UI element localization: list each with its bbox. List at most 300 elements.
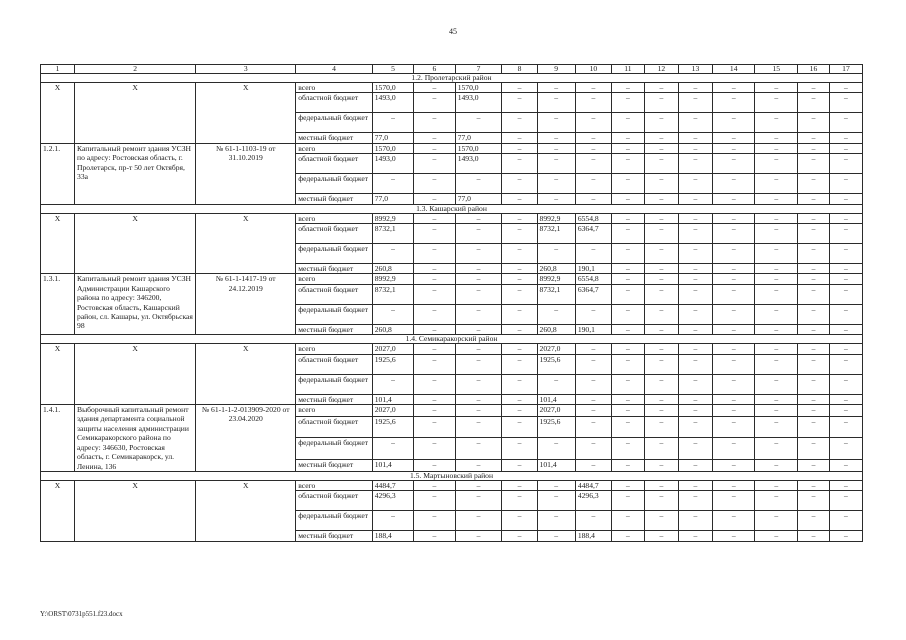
- budget-value-cell: –: [611, 93, 644, 113]
- budget-value-cell: –: [575, 304, 611, 324]
- budget-value-cell: –: [798, 213, 830, 223]
- budget-value-cell: –: [755, 244, 798, 264]
- budget-value-cell: –: [798, 438, 830, 460]
- budget-value-cell: –: [829, 511, 862, 531]
- budget-value-cell: 8732,1: [372, 224, 413, 244]
- budget-value-cell: –: [644, 304, 678, 324]
- budget-value-cell: –: [537, 438, 575, 460]
- budget-value-cell: –: [798, 531, 830, 541]
- budget-value-cell: –: [502, 531, 537, 541]
- budget-value-cell: –: [829, 354, 862, 374]
- budget-value-cell: –: [829, 304, 862, 324]
- budget-value-cell: 1493,0: [372, 154, 413, 174]
- budget-value-cell: –: [755, 480, 798, 490]
- object-name-cell: Выборочный капитальный ремонт здания департамента социальной защиты населения администрации Семикаракорского района по адресу: 346630, Ростовская область, г. Семикаракорск, ул. Ленина, 136: [75, 405, 196, 472]
- budget-value-cell: –: [644, 394, 678, 404]
- budget-value-cell: –: [755, 113, 798, 133]
- budget-value-cell: 101,4: [372, 460, 413, 471]
- budget-value-cell: –: [712, 213, 755, 223]
- section-header-row: [41, 204, 863, 213]
- funding-source-label: федеральный бюджет: [296, 113, 373, 133]
- budget-value-cell: –: [755, 416, 798, 438]
- budget-value-cell: –: [678, 405, 712, 416]
- footer-file-path: Y:\ORST\0731p551.f23.docx: [40, 610, 123, 618]
- budget-value-cell: –: [455, 405, 502, 416]
- budget-value-cell: –: [712, 438, 755, 460]
- budget-value-cell: –: [755, 154, 798, 174]
- budget-value-cell: –: [611, 224, 644, 244]
- budget-value-cell: 77,0: [455, 133, 502, 143]
- funding-source-label: всего: [296, 344, 373, 354]
- column-number-17: 17: [829, 65, 862, 74]
- budget-value-cell: 4484,7: [372, 480, 413, 490]
- budget-value-cell: –: [644, 93, 678, 113]
- object-row: [41, 405, 863, 416]
- budget-value-cell: –: [502, 213, 537, 223]
- budget-value-cell: –: [755, 531, 798, 541]
- budget-value-cell: –: [678, 264, 712, 274]
- budget-value-cell: –: [537, 83, 575, 93]
- budget-value-cell: –: [611, 154, 644, 174]
- budget-value-cell: –: [502, 133, 537, 143]
- budget-table-wrapper: [40, 64, 863, 542]
- budget-value-cell: –: [502, 491, 537, 511]
- funding-source-label: областной бюджет: [296, 354, 373, 374]
- budget-value-cell: –: [712, 154, 755, 174]
- budget-value-cell: –: [829, 264, 862, 274]
- budget-value-cell: –: [502, 143, 537, 153]
- budget-value-cell: –: [455, 354, 502, 374]
- budget-value-cell: –: [678, 374, 712, 394]
- budget-value-cell: –: [798, 511, 830, 531]
- budget-value-cell: –: [502, 244, 537, 264]
- budget-value-cell: –: [414, 344, 455, 354]
- budget-value-cell: –: [678, 174, 712, 194]
- budget-value-cell: –: [414, 491, 455, 511]
- budget-value-cell: –: [755, 274, 798, 284]
- budget-value-cell: –: [575, 194, 611, 204]
- budget-value-cell: –: [798, 304, 830, 324]
- budget-value-cell: –: [798, 344, 830, 354]
- budget-value-cell: –: [502, 93, 537, 113]
- budget-value-cell: –: [678, 491, 712, 511]
- budget-value-cell: 77,0: [372, 194, 413, 204]
- budget-value-cell: –: [414, 531, 455, 541]
- budget-value-cell: –: [712, 480, 755, 490]
- budget-value-cell: –: [455, 304, 502, 324]
- budget-value-cell: 8992,9: [372, 213, 413, 223]
- budget-value-cell: –: [611, 531, 644, 541]
- budget-value-cell: –: [575, 416, 611, 438]
- budget-value-cell: –: [829, 284, 862, 304]
- budget-value-cell: –: [455, 113, 502, 133]
- budget-value-cell: –: [372, 244, 413, 264]
- budget-value-cell: –: [829, 416, 862, 438]
- budget-value-cell: –: [502, 83, 537, 93]
- budget-value-cell: –: [414, 274, 455, 284]
- budget-value-cell: –: [712, 354, 755, 374]
- column-number-9: 9: [537, 65, 575, 74]
- budget-value-cell: –: [537, 491, 575, 511]
- budget-value-cell: –: [678, 133, 712, 143]
- budget-value-cell: –: [644, 213, 678, 223]
- section-total-row: [41, 344, 863, 354]
- budget-value-cell: –: [798, 93, 830, 113]
- budget-value-cell: –: [644, 133, 678, 143]
- budget-value-cell: –: [575, 143, 611, 153]
- budget-value-cell: –: [414, 324, 455, 334]
- budget-value-cell: –: [611, 511, 644, 531]
- budget-value-cell: –: [644, 324, 678, 334]
- budget-value-cell: –: [611, 133, 644, 143]
- budget-value-cell: –: [455, 244, 502, 264]
- budget-value-cell: –: [372, 304, 413, 324]
- budget-value-cell: –: [414, 93, 455, 113]
- budget-value-cell: –: [755, 394, 798, 404]
- budget-value-cell: –: [611, 344, 644, 354]
- funding-source-label: местный бюджет: [296, 394, 373, 404]
- budget-value-cell: –: [798, 264, 830, 274]
- object-name-cell: Х: [75, 213, 196, 274]
- budget-value-cell: –: [537, 143, 575, 153]
- budget-value-cell: –: [414, 304, 455, 324]
- budget-value-cell: –: [502, 416, 537, 438]
- expertise-doc-cell: Х: [196, 344, 296, 405]
- budget-value-cell: –: [829, 438, 862, 460]
- budget-value-cell: –: [798, 405, 830, 416]
- budget-value-cell: –: [414, 213, 455, 223]
- budget-value-cell: –: [455, 438, 502, 460]
- budget-value-cell: 101,4: [372, 394, 413, 404]
- budget-value-cell: –: [502, 194, 537, 204]
- budget-value-cell: –: [537, 480, 575, 490]
- budget-value-cell: –: [829, 344, 862, 354]
- column-number-4: 4: [296, 65, 373, 74]
- budget-value-cell: –: [678, 304, 712, 324]
- section-title: 1.5. Мартыновский район: [41, 471, 863, 480]
- budget-value-cell: –: [712, 405, 755, 416]
- budget-value-cell: –: [712, 194, 755, 204]
- column-number-7: 7: [455, 65, 502, 74]
- budget-value-cell: –: [611, 304, 644, 324]
- budget-value-cell: –: [712, 374, 755, 394]
- budget-value-cell: –: [611, 324, 644, 334]
- budget-value-cell: –: [414, 224, 455, 244]
- funding-source-label: всего: [296, 405, 373, 416]
- budget-value-cell: –: [414, 244, 455, 264]
- funding-source-label: всего: [296, 480, 373, 490]
- budget-value-cell: 260,8: [372, 324, 413, 334]
- budget-value-cell: –: [502, 324, 537, 334]
- funding-source-label: всего: [296, 274, 373, 284]
- page-number: 45: [449, 27, 457, 36]
- funding-source-label: областной бюджет: [296, 284, 373, 304]
- budget-value-cell: –: [414, 284, 455, 304]
- budget-value-cell: –: [678, 324, 712, 334]
- funding-source-label: местный бюджет: [296, 133, 373, 143]
- budget-value-cell: –: [712, 416, 755, 438]
- budget-value-cell: –: [455, 264, 502, 274]
- item-number-cell: Х: [41, 213, 75, 274]
- budget-value-cell: –: [712, 460, 755, 471]
- budget-value-cell: –: [502, 374, 537, 394]
- budget-value-cell: –: [575, 405, 611, 416]
- budget-value-cell: –: [502, 405, 537, 416]
- budget-value-cell: –: [798, 154, 830, 174]
- budget-value-cell: –: [755, 284, 798, 304]
- budget-value-cell: –: [755, 174, 798, 194]
- budget-value-cell: –: [755, 304, 798, 324]
- budget-value-cell: –: [712, 264, 755, 274]
- budget-value-cell: –: [712, 274, 755, 284]
- budget-value-cell: –: [644, 194, 678, 204]
- budget-value-cell: –: [414, 416, 455, 438]
- budget-value-cell: 8992,9: [537, 213, 575, 223]
- budget-value-cell: –: [798, 374, 830, 394]
- budget-value-cell: 2027,0: [537, 405, 575, 416]
- budget-value-cell: –: [829, 491, 862, 511]
- budget-value-cell: –: [414, 83, 455, 93]
- budget-value-cell: –: [712, 224, 755, 244]
- budget-value-cell: –: [798, 143, 830, 153]
- budget-value-cell: –: [502, 480, 537, 490]
- budget-value-cell: –: [829, 374, 862, 394]
- budget-value-cell: –: [712, 394, 755, 404]
- budget-value-cell: –: [829, 213, 862, 223]
- budget-value-cell: –: [798, 284, 830, 304]
- budget-value-cell: 1925,6: [537, 416, 575, 438]
- budget-value-cell: –: [611, 244, 644, 264]
- budget-value-cell: –: [678, 113, 712, 133]
- budget-value-cell: –: [678, 416, 712, 438]
- budget-value-cell: –: [502, 511, 537, 531]
- budget-value-cell: –: [755, 83, 798, 93]
- budget-value-cell: –: [755, 324, 798, 334]
- budget-value-cell: –: [755, 133, 798, 143]
- budget-value-cell: –: [712, 174, 755, 194]
- budget-value-cell: –: [678, 194, 712, 204]
- budget-value-cell: –: [414, 113, 455, 133]
- budget-value-cell: –: [755, 438, 798, 460]
- budget-value-cell: –: [537, 133, 575, 143]
- budget-value-cell: –: [537, 154, 575, 174]
- object-row: [41, 143, 863, 153]
- object-name-cell: Х: [75, 480, 196, 541]
- budget-value-cell: –: [455, 460, 502, 471]
- column-number-11: 11: [611, 65, 644, 74]
- budget-value-cell: –: [414, 174, 455, 194]
- budget-value-cell: –: [644, 284, 678, 304]
- item-number-cell: 1.4.1.: [41, 405, 75, 472]
- budget-value-cell: –: [712, 284, 755, 304]
- budget-value-cell: –: [678, 511, 712, 531]
- budget-value-cell: –: [829, 194, 862, 204]
- column-number-10: 10: [575, 65, 611, 74]
- budget-value-cell: –: [798, 324, 830, 334]
- budget-value-cell: –: [611, 416, 644, 438]
- budget-value-cell: –: [829, 143, 862, 153]
- section-total-row: [41, 83, 863, 93]
- budget-value-cell: –: [502, 460, 537, 471]
- section-title: 1.3. Кашарский район: [41, 204, 863, 213]
- column-number-16: 16: [798, 65, 830, 74]
- budget-value-cell: 77,0: [455, 194, 502, 204]
- budget-value-cell: –: [678, 344, 712, 354]
- budget-value-cell: –: [611, 83, 644, 93]
- budget-value-cell: 8992,9: [372, 274, 413, 284]
- budget-value-cell: –: [575, 394, 611, 404]
- budget-value-cell: 260,8: [537, 324, 575, 334]
- budget-value-cell: –: [678, 224, 712, 244]
- budget-value-cell: –: [829, 460, 862, 471]
- budget-value-cell: –: [644, 354, 678, 374]
- budget-value-cell: –: [502, 284, 537, 304]
- budget-value-cell: –: [414, 460, 455, 471]
- budget-value-cell: –: [414, 264, 455, 274]
- budget-value-cell: –: [678, 284, 712, 304]
- expertise-doc-cell: № 61-1-1417-19 от 24.12.2019: [196, 274, 296, 335]
- funding-source-label: местный бюджет: [296, 324, 373, 334]
- budget-value-cell: –: [575, 344, 611, 354]
- section-title: 1.4. Семикаракорский район: [41, 335, 863, 344]
- budget-value-cell: –: [455, 284, 502, 304]
- budget-value-cell: 1570,0: [372, 143, 413, 153]
- budget-value-cell: 260,8: [537, 264, 575, 274]
- budget-value-cell: –: [611, 194, 644, 204]
- budget-value-cell: –: [611, 174, 644, 194]
- budget-value-cell: –: [611, 394, 644, 404]
- budget-value-cell: –: [575, 154, 611, 174]
- budget-table: [40, 64, 863, 542]
- budget-value-cell: –: [712, 304, 755, 324]
- budget-value-cell: –: [829, 244, 862, 264]
- budget-value-cell: –: [712, 113, 755, 133]
- budget-value-cell: –: [829, 480, 862, 490]
- funding-source-label: федеральный бюджет: [296, 438, 373, 460]
- funding-source-label: всего: [296, 83, 373, 93]
- column-number-5: 5: [372, 65, 413, 74]
- budget-value-cell: 6364,7: [575, 284, 611, 304]
- expertise-doc-cell: № 61-1-1103-19 от 31.10.2019: [196, 143, 296, 204]
- budget-value-cell: –: [644, 224, 678, 244]
- budget-value-cell: –: [678, 213, 712, 223]
- budget-value-cell: 1493,0: [372, 93, 413, 113]
- budget-value-cell: 1493,0: [455, 93, 502, 113]
- budget-value-cell: –: [455, 344, 502, 354]
- budget-value-cell: –: [372, 374, 413, 394]
- budget-value-cell: –: [611, 274, 644, 284]
- budget-value-cell: –: [575, 113, 611, 133]
- budget-value-cell: –: [678, 244, 712, 264]
- funding-source-label: федеральный бюджет: [296, 244, 373, 264]
- budget-value-cell: 8992,9: [537, 274, 575, 284]
- budget-value-cell: –: [644, 460, 678, 471]
- funding-source-label: областной бюджет: [296, 491, 373, 511]
- budget-value-cell: 1570,0: [455, 143, 502, 153]
- budget-value-cell: –: [712, 133, 755, 143]
- budget-value-cell: –: [575, 83, 611, 93]
- budget-value-cell: –: [644, 143, 678, 153]
- budget-value-cell: –: [502, 304, 537, 324]
- object-name-cell: Х: [75, 344, 196, 405]
- budget-value-cell: –: [537, 113, 575, 133]
- funding-source-label: федеральный бюджет: [296, 174, 373, 194]
- budget-value-cell: –: [644, 154, 678, 174]
- funding-source-label: местный бюджет: [296, 531, 373, 541]
- budget-value-cell: –: [455, 491, 502, 511]
- funding-source-label: областной бюджет: [296, 416, 373, 438]
- budget-value-cell: –: [455, 213, 502, 223]
- budget-value-cell: –: [575, 244, 611, 264]
- budget-value-cell: –: [575, 374, 611, 394]
- budget-value-cell: –: [829, 93, 862, 113]
- funding-source-label: федеральный бюджет: [296, 511, 373, 531]
- budget-value-cell: –: [755, 213, 798, 223]
- budget-value-cell: –: [712, 344, 755, 354]
- section-total-row: [41, 480, 863, 490]
- budget-value-cell: –: [502, 394, 537, 404]
- budget-value-cell: –: [611, 405, 644, 416]
- budget-value-cell: –: [678, 394, 712, 404]
- budget-value-cell: 6554,8: [575, 274, 611, 284]
- budget-value-cell: –: [678, 93, 712, 113]
- budget-value-cell: –: [575, 133, 611, 143]
- budget-value-cell: –: [678, 460, 712, 471]
- budget-value-cell: –: [502, 174, 537, 194]
- budget-value-cell: –: [798, 174, 830, 194]
- budget-value-cell: –: [372, 174, 413, 194]
- budget-value-cell: 190,1: [575, 264, 611, 274]
- budget-value-cell: 190,1: [575, 324, 611, 334]
- budget-value-cell: –: [502, 154, 537, 174]
- budget-value-cell: –: [372, 113, 413, 133]
- budget-value-cell: 188,4: [372, 531, 413, 541]
- budget-value-cell: –: [455, 394, 502, 404]
- budget-value-cell: –: [644, 405, 678, 416]
- funding-source-label: областной бюджет: [296, 93, 373, 113]
- budget-value-cell: –: [611, 284, 644, 304]
- budget-value-cell: –: [502, 264, 537, 274]
- budget-value-cell: –: [712, 324, 755, 334]
- budget-value-cell: 2027,0: [537, 344, 575, 354]
- budget-value-cell: –: [455, 324, 502, 334]
- column-number-12: 12: [644, 65, 678, 74]
- column-number-2: 2: [75, 65, 196, 74]
- budget-value-cell: –: [798, 194, 830, 204]
- budget-value-cell: –: [798, 480, 830, 490]
- object-row: [41, 274, 863, 284]
- budget-value-cell: –: [644, 416, 678, 438]
- budget-value-cell: –: [644, 480, 678, 490]
- budget-value-cell: –: [644, 83, 678, 93]
- budget-value-cell: –: [644, 344, 678, 354]
- budget-value-cell: –: [414, 354, 455, 374]
- budget-value-cell: 1493,0: [455, 154, 502, 174]
- budget-value-cell: –: [455, 480, 502, 490]
- object-name-cell: Капитальный ремонт здания УСЗН по адресу: Ростовская область, г. Пролетарск, пр-т 50 лет Октября, 33а: [75, 143, 196, 204]
- budget-value-cell: –: [712, 531, 755, 541]
- column-number-1: 1: [41, 65, 75, 74]
- budget-value-cell: –: [611, 491, 644, 511]
- section-header-row: [41, 74, 863, 83]
- item-number-cell: Х: [41, 83, 75, 144]
- object-name-cell: Капитальный ремонт здания УСЗН Администрации Кашарского района по адресу: 346200, Ростовская область, Кашарский район, сл. Кашары, ул. Октябрьская 98: [75, 274, 196, 335]
- budget-value-cell: –: [798, 133, 830, 143]
- funding-source-label: всего: [296, 213, 373, 223]
- budget-value-cell: –: [755, 194, 798, 204]
- item-number-cell: 1.3.1.: [41, 274, 75, 335]
- budget-value-cell: –: [414, 438, 455, 460]
